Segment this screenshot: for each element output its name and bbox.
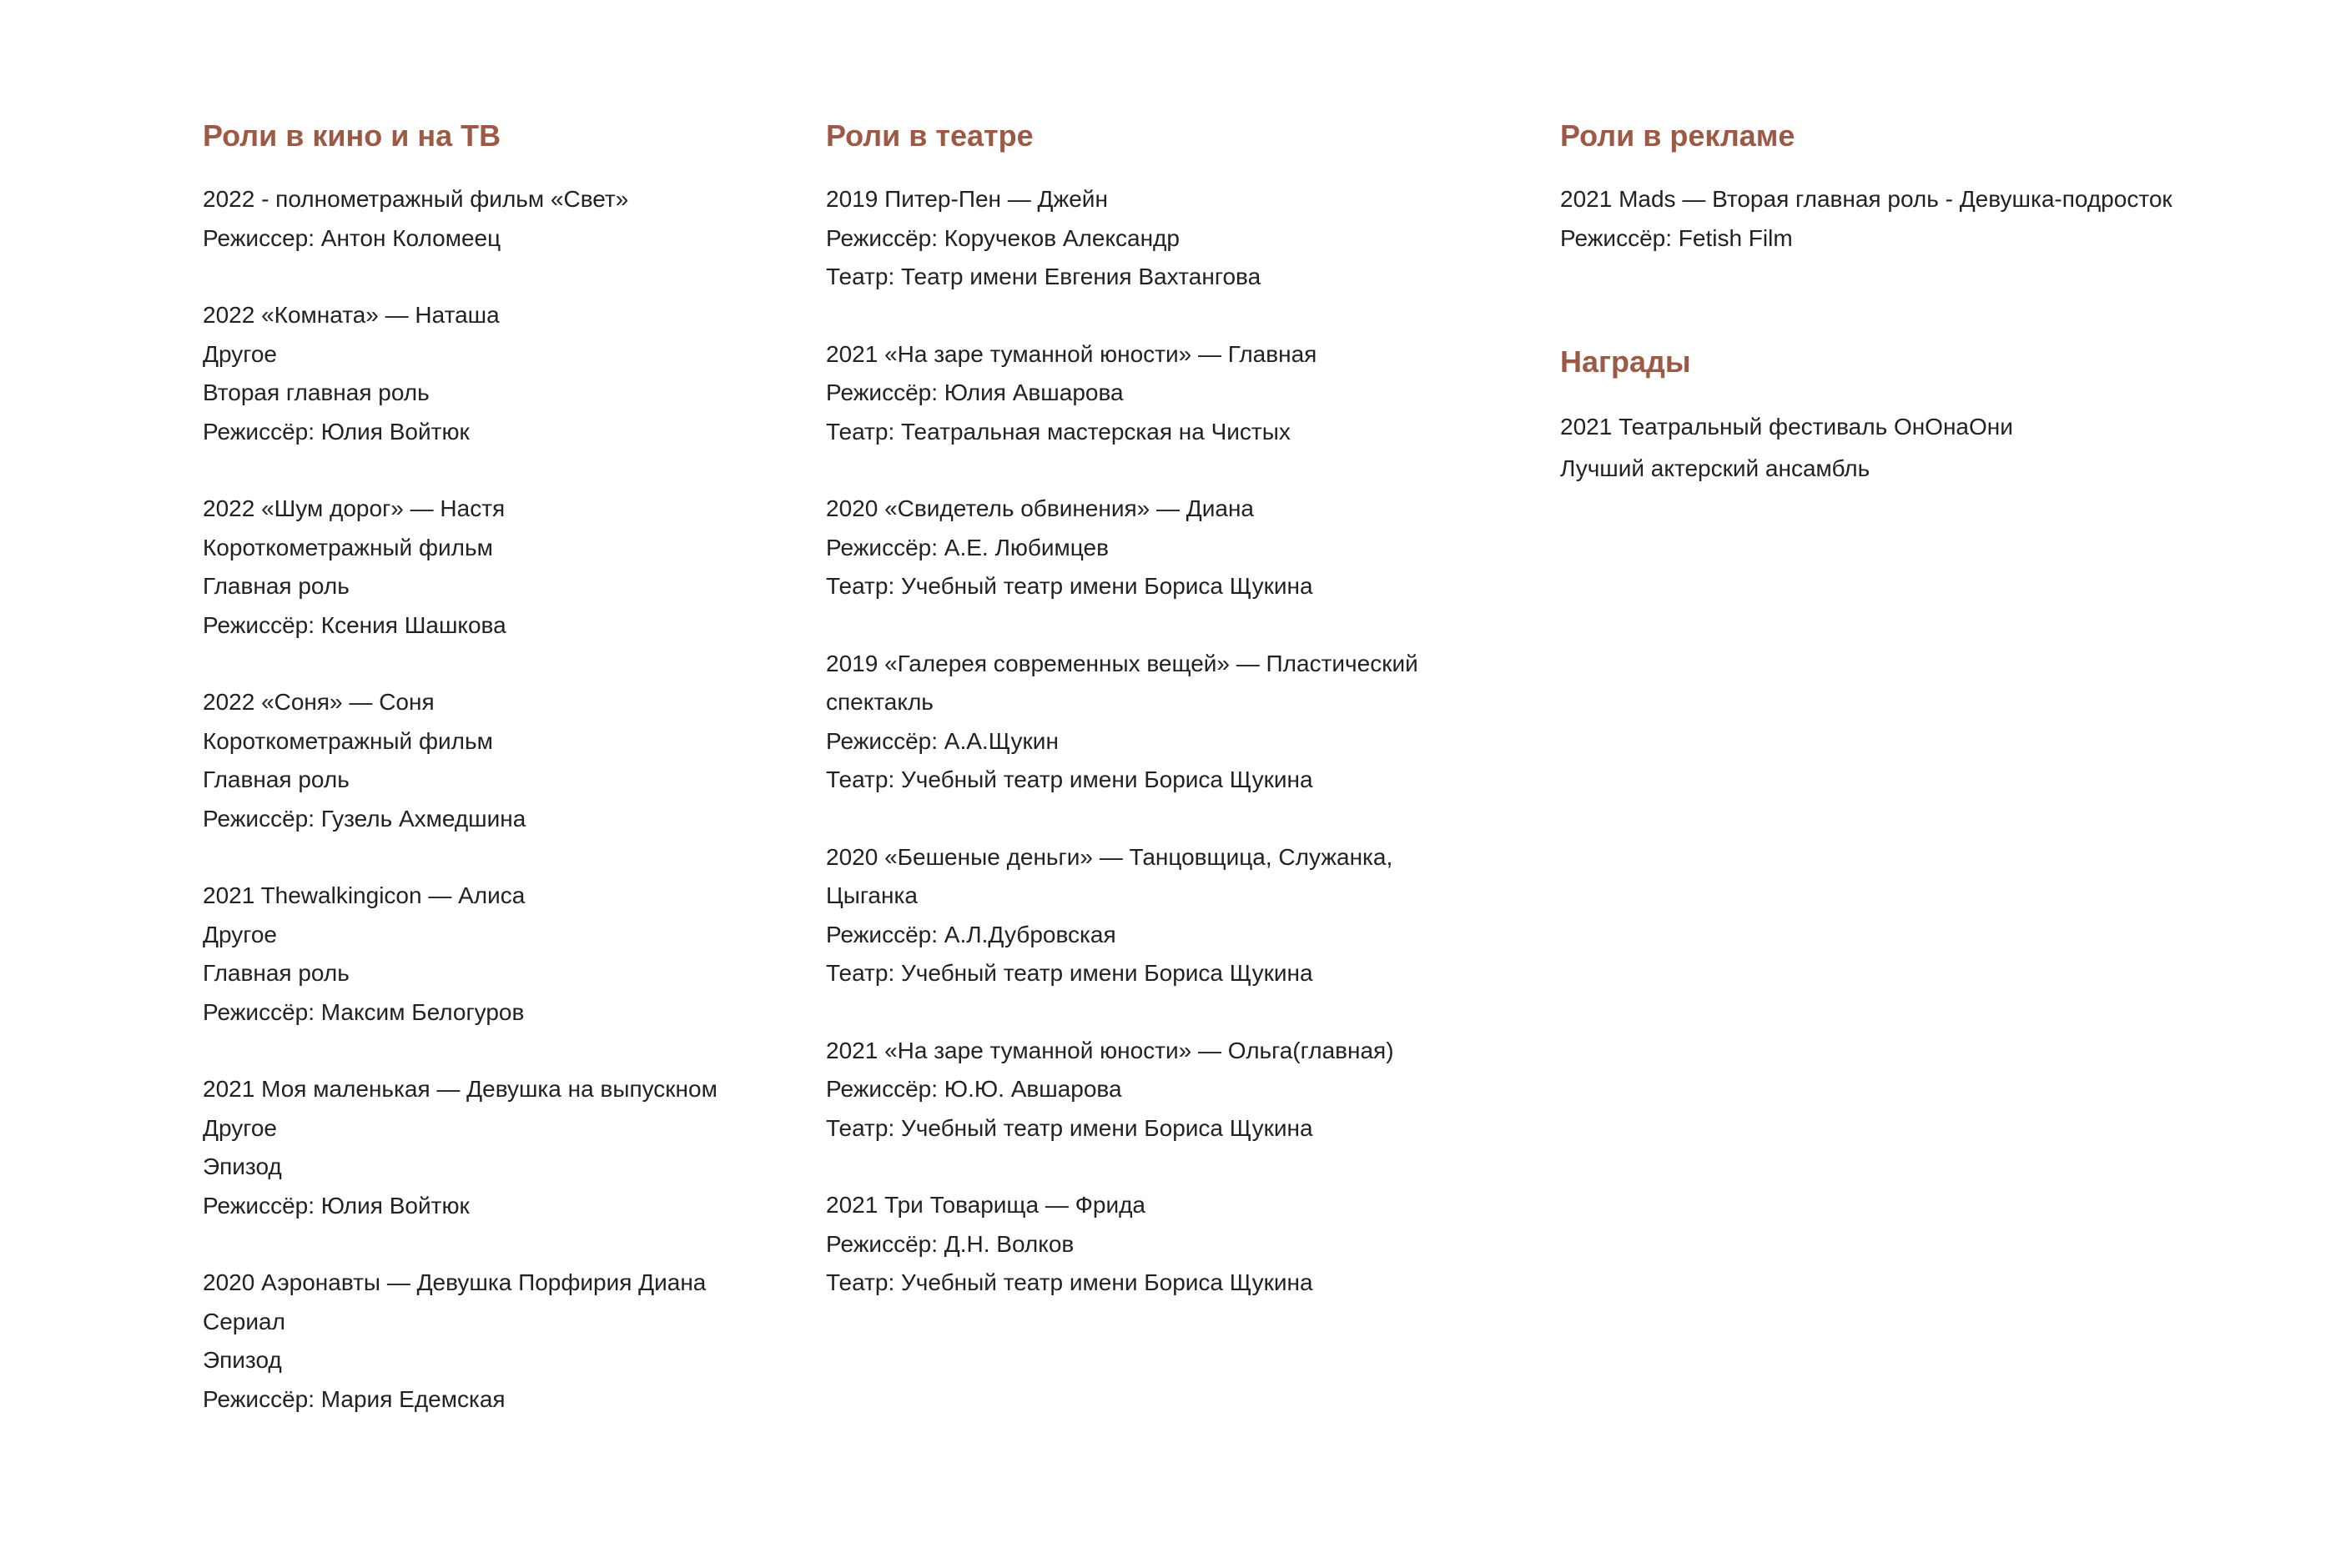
film-roles-title: Роли в кино и на ТВ: [203, 118, 501, 153]
entry-line: Режиссёр: Юлия Войтюк: [203, 418, 470, 445]
entry-line: Режиссёр: Коручеков Александр: [826, 224, 1180, 251]
entry-line: Сериал: [203, 1308, 285, 1334]
theatre-entry: [826, 838, 1460, 993]
entry-line: Вторая главная роль: [203, 379, 430, 405]
entry-line: Театр: Учебный театр имени Бориса Щукина: [826, 1269, 1313, 1295]
ads-roles-title: Роли в рекламе: [1560, 118, 1795, 153]
film-entry: [203, 296, 770, 451]
theatre-entry: [826, 180, 1460, 297]
theatre-entry: [826, 490, 1460, 606]
entry-line: Короткометражный фильм: [203, 727, 493, 754]
entry-line: 2021 «На заре туманной юности» — Ольга(главная): [826, 1037, 1394, 1063]
entry-line: Режиссёр: А.Л.Дубровская: [826, 921, 1116, 947]
entry-line: Короткометражный фильм: [203, 534, 493, 560]
entry-line: 2022 - полнометражный фильм «Свет»: [203, 186, 629, 212]
entry-line: Другое: [203, 340, 277, 367]
entry-line: 2022 «Соня» — Соня: [203, 689, 435, 715]
entry-line: Другое: [203, 1114, 277, 1141]
entry-line: 2020 «Бешеные деньги» — Танцовщица, Служанка, Цыганка: [826, 843, 1393, 908]
entry-line: 2022 «Шум дорог» — Настя: [203, 495, 506, 521]
entry-line: Режиссёр: Мария Едемская: [203, 1385, 506, 1412]
entry-line: Режиссёр: А.А.Щукин: [826, 727, 1059, 754]
entry-line: Режиссёр: Юлия Войтюк: [203, 1192, 470, 1219]
film-entry: [203, 490, 770, 645]
entry-line: Эпизод: [203, 1153, 282, 1179]
film-entry: [203, 877, 770, 1032]
entry-line: Главная роль: [203, 573, 350, 599]
entry-line: Театр: Учебный театр имени Бориса Щукина: [826, 1114, 1313, 1141]
entry-line: Режиссёр: А.Е. Любимцев: [826, 534, 1109, 560]
entry-line: Режиссер: Антон Коломеец: [203, 224, 501, 251]
awards-title: Награды: [1560, 344, 1691, 379]
entry-line: Режиссёр: Максим Белогуров: [203, 998, 525, 1025]
entry-line: 2022 «Комната» — Наташа: [203, 302, 500, 328]
entry-line: Режиссёр: Гузель Ахмедшина: [203, 805, 526, 832]
entry-line: 2021 Thewalkingicon — Алиса: [203, 882, 526, 908]
entry-line: Театр: Театральная мастерская на Чистых: [826, 418, 1291, 445]
entry-line: 2019 «Галерея современных вещей» — Пластический спектакль: [826, 650, 1418, 715]
film-entry: [203, 683, 770, 838]
theatre-entry: [826, 1032, 1460, 1148]
entry-line: Режиссёр: Д.Н. Волков: [826, 1230, 1075, 1257]
entry-line: Режиссёр: Fetish Film: [1560, 224, 1793, 251]
entry-line: Театр: Учебный театр имени Бориса Щукина: [826, 766, 1313, 792]
entry-line: 2020 «Свидетель обвинения» — Диана: [826, 495, 1254, 521]
entry-line: Театр: Учебный театр имени Бориса Щукина: [826, 960, 1313, 986]
film-entry: [203, 180, 770, 258]
theatre-roles-column: [826, 115, 1460, 1341]
entry-line: 2021 Mads — Вторая главная роль - Девушка-подросток: [1560, 186, 2172, 212]
film-entry: [203, 1070, 770, 1225]
entry-line: Другое: [203, 921, 277, 947]
entry-line: Главная роль: [203, 960, 350, 986]
entry-line: Режиссёр: Ю.Ю. Авшарова: [826, 1076, 1122, 1102]
entry-line: Режиссёр: Ксения Шашкова: [203, 611, 506, 638]
film-entry: [203, 1264, 770, 1419]
entry-line: 2021 Моя маленькая — Девушка на выпускном: [203, 1076, 717, 1102]
ad-entry: [1560, 180, 2278, 258]
entry-line: 2020 Аэронавты — Девушка Порфирия Диана: [203, 1269, 707, 1295]
entry-line: Лучший актерский ансамбль: [1560, 455, 1870, 481]
film-roles-column: [203, 115, 770, 1457]
entry-line: Режиссёр: Юлия Авшарова: [826, 379, 1124, 405]
theatre-roles-title: Роли в театре: [826, 118, 1034, 153]
entry-line: 2021 «На заре туманной юности» — Главная: [826, 340, 1317, 367]
award-entry: [1560, 406, 2278, 490]
theatre-entry: [826, 1186, 1460, 1303]
entry-line: Театр: Театр имени Евгения Вахтангова: [826, 264, 1261, 289]
entry-line: Главная роль: [203, 766, 350, 792]
entry-line: 2019 Питер-Пен — Джейн: [826, 186, 1108, 212]
entry-line: Эпизод: [203, 1347, 282, 1373]
entry-line: 2021 Театральный фестиваль ОнОнаОни: [1560, 414, 2013, 440]
entry-line: 2021 Три Товарища — Фрида: [826, 1192, 1146, 1218]
theatre-entry: [826, 335, 1460, 452]
ads-and-awards-column: [1560, 115, 2278, 528]
theatre-entry: [826, 645, 1460, 800]
entry-line: Театр: Учебный театр имени Бориса Щукина: [826, 573, 1313, 599]
